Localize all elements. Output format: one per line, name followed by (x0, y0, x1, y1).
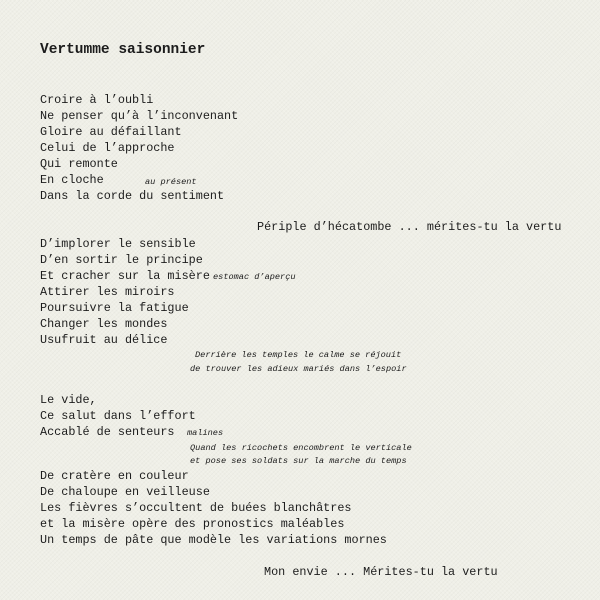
note-ricochets-line-2: et pose ses soldats sur la marche du temps (190, 456, 407, 466)
stanza1-line-5: Qui remonte (40, 157, 118, 171)
stanza2-line-4: Attirer les miroirs (40, 285, 175, 299)
note-temples-line-1: Derrière les temples le calme se réjouit (195, 350, 402, 360)
note-estomac: estomac d’aperçu (213, 272, 296, 282)
stanza1-line-4: Celui de l’approche (40, 141, 175, 155)
stanza1-line-2: Ne penser qu’à l’inconvenant (40, 109, 239, 123)
refrain-2: Mon envie ... Mérites-tu la vertu (264, 565, 498, 579)
stanza3-line-1: Le vide, (40, 393, 97, 407)
note-temples-line-2: de trouver les adieux mariés dans l’espoir (190, 364, 407, 374)
stanza4-line-2: De chaloupe en veilleuse (40, 485, 210, 499)
note-malines: malines (187, 428, 224, 438)
stanza1-line-3: Gloire au défaillant (40, 125, 182, 139)
stanza4-line-3: Les fièvres s’occultent de buées blanchâtres (40, 501, 352, 515)
refrain-1: Périple d’hécatombe ... mérites-tu la vertu (257, 220, 562, 234)
stanza4-line-1: De cratère en couleur (40, 469, 189, 483)
stanza2-line-1: D’implorer le sensible (40, 237, 196, 251)
stanza1-line-6: En cloche (40, 173, 104, 187)
note-ricochets-line-1: Quand les ricochets encombrent le verticale (190, 443, 412, 453)
note-au-present: au présent (145, 177, 197, 187)
poem-title: Vertumme saisonnier (40, 42, 206, 58)
stanza4-line-5: Un temps de pâte que modèle les variations mornes (40, 533, 387, 547)
stanza1-line-1: Croire à l’oubli (40, 93, 154, 107)
stanza2-line-7: Usufruit au délice (40, 333, 168, 347)
stanza4-line-4: et la misère opère des pronostics maléables (40, 517, 345, 531)
stanza2-line-6: Changer les mondes (40, 317, 168, 331)
stanza2-line-2: D’en sortir le principe (40, 253, 203, 267)
stanza3-line-3: Accablé de senteurs (40, 425, 175, 439)
stanza2-line-5: Poursuivre la fatigue (40, 301, 189, 315)
stanza2-line-3: Et cracher sur la misère (40, 269, 210, 283)
stanza1-line-7: Dans la corde du sentiment (40, 189, 225, 203)
stanza3-line-2: Ce salut dans l’effort (40, 409, 196, 423)
